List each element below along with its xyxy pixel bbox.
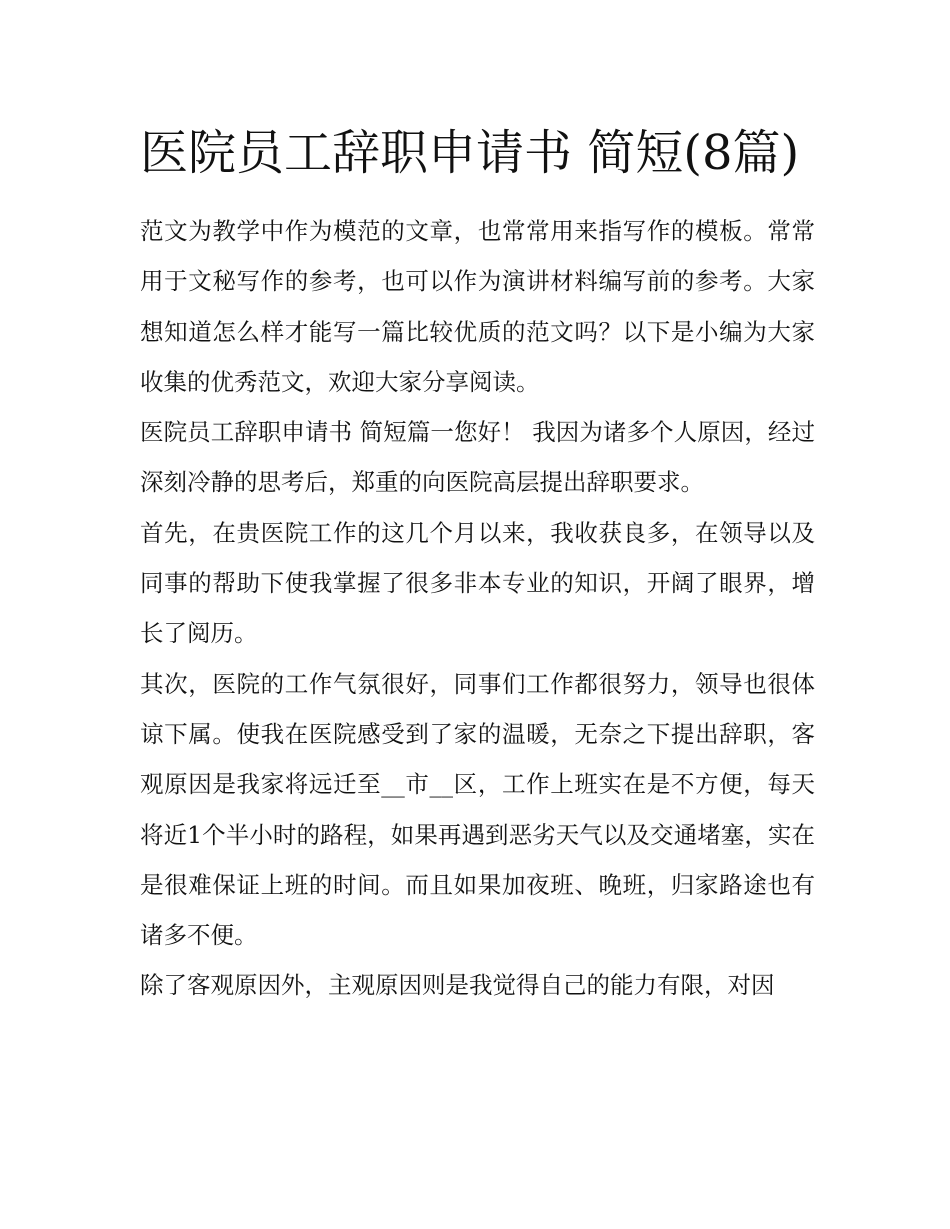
paragraph-2: 首先，在贵医院工作的这几个月以来，我收获良多，在领导以及同事的帮助下使我掌握了很多非本专业的知识，开阔了眼界，增长了阅历。 [140, 518, 815, 648]
paragraph-3: 其次，医院的工作气氛很好，同事们工作都很努力，领导也很体谅下属。使我在医院感受到了家的温暖，无奈之下提出辞职，客观原因是我家将远迁至__市__区，工作上班实在是不方便，每天将近1个半小时的路程，如果再遇到恶劣天气以及交通堵塞，实在是很难保证上班的时间。而且如果加夜班、晚班，归家路途也有诸多不便。 [140, 669, 815, 950]
paragraph-intro: 范文为教学中作为模范的文章，也常常用来指写作的模板。常常用于文秘写作的参考，也可以作为演讲材料编写前的参考。大家想知道怎么样才能写一篇比较优质的范文吗？以下是小编为大家收集的优秀范文，欢迎大家分享阅读。 [140, 217, 815, 396]
document-body [140, 112, 815, 1011]
paragraph-1: 医院员工辞职申请书 简短篇一您好！ 我因为诸多个人原因，经过深刻冷静的思考后，郑重的向医院高层提出辞职要求。 [140, 418, 815, 497]
document-title: 医院员工辞职申请书 简短(8篇) [140, 125, 800, 181]
paragraph-4: 除了客观原因外，主观原因则是我觉得自己的能力有限，对因 [140, 971, 775, 1000]
